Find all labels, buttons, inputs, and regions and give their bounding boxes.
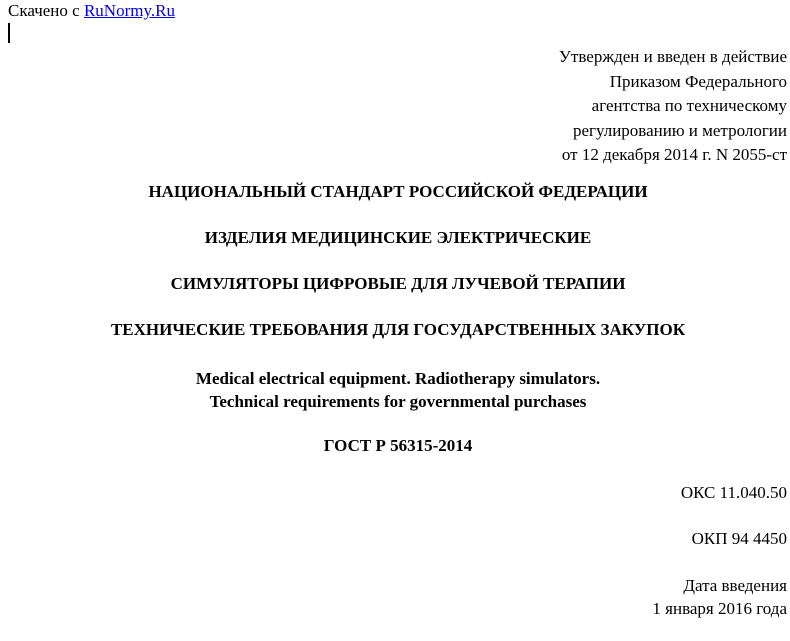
effective-date-block (652, 574, 787, 620)
english-title-line: Medical electrical equipment. Radiotherapy simulators. (195, 369, 601, 388)
subject-title: ТЕХНИЧЕСКИЕ ТРЕБОВАНИЯ ДЛЯ ГОСУДАРСТВЕННЫХ ЗАКУПОК (110, 320, 686, 339)
national-standard-title: НАЦИОНАЛЬНЫЙ СТАНДАРТ РОССИЙСКОЙ ФЕДЕРАЦИИ (148, 182, 648, 201)
standard-designation: ГОСТ Р 56315-2014 (323, 436, 473, 455)
approval-line: от 12 декабря 2014 г. N 2055-ст (561, 145, 787, 164)
product-title: СИМУЛЯТОРЫ ЦИФРОВЫЕ ДЛЯ ЛУЧЕВОЙ ТЕРАПИИ (170, 274, 626, 293)
text-cursor (8, 23, 10, 43)
oks-code: ОКС 11.040.50 (680, 483, 787, 502)
source-prefix: Скачено с (8, 1, 80, 20)
effective-date-label: Дата введения (683, 576, 787, 595)
source-link[interactable]: RuNormy.Ru (83, 1, 175, 20)
english-title (0, 367, 790, 413)
approval-line: Приказом Федерального (609, 71, 787, 91)
approval-line: регулированию и метрологии (572, 120, 787, 140)
okp-code: ОКП 94 4450 (691, 529, 787, 548)
approval-line: агентства по техническому (591, 96, 787, 115)
effective-date-value: 1 января 2016 года (652, 599, 787, 618)
english-title-line: Technical requirements for governmental purchases (209, 392, 587, 411)
approval-line: Утвержден и введен в действие (558, 47, 787, 66)
product-group-title: ИЗДЕЛИЯ МЕДИЦИНСКИЕ ЭЛЕКТРИЧЕСКИЕ (204, 228, 592, 247)
approval-block (559, 45, 787, 168)
source-note (8, 1, 175, 21)
